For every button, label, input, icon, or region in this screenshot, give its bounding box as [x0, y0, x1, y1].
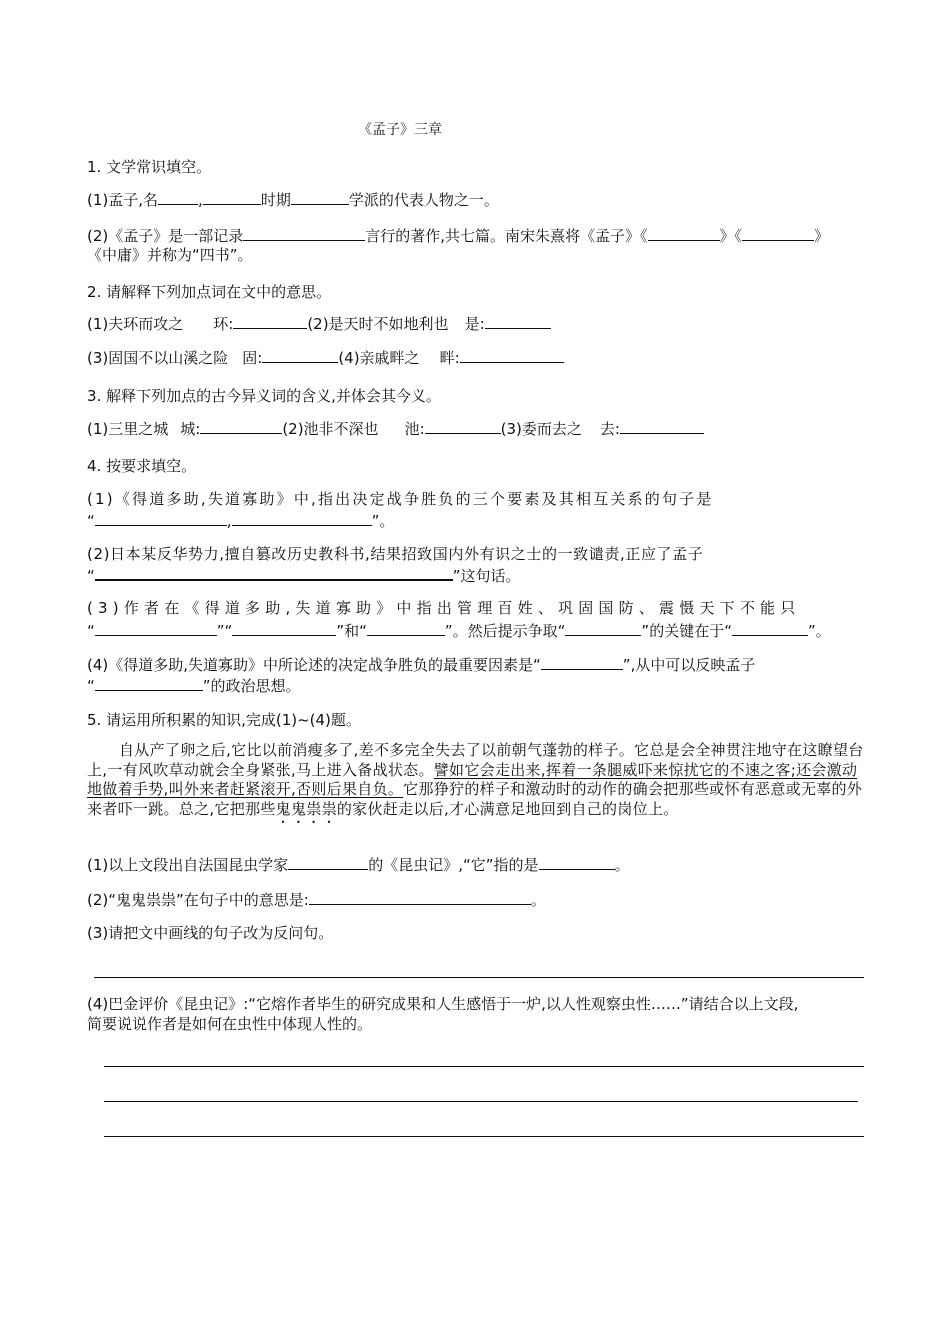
passage-part-3: 它那狰狞的样子和激动时的动作的确会把那些或怀有恶意或无辜的外来者吓一跳。总之,它把那些 [87, 780, 863, 818]
q5-item-1-text: (1)以上文段出自法国昆虫学家 [87, 856, 289, 874]
answer-blank[interactable] [288, 854, 368, 870]
comma: , [226, 512, 232, 530]
quote-open: “ [87, 677, 95, 695]
passage-dotted-word: 鬼鬼祟祟 [275, 799, 337, 818]
answer-blank[interactable] [158, 189, 198, 205]
q2-row-2 [87, 347, 564, 368]
q5-item-1-end: 。 [614, 856, 630, 874]
answer-blank[interactable] [541, 654, 623, 670]
q3-item-2-word: 池: [404, 420, 425, 438]
q1-item-2-mid: 言行的著作,共七篇。南宋朱熹将《孟子》《 [365, 227, 648, 245]
q4-item-3-line2 [87, 620, 831, 641]
q1-item-2 [87, 225, 829, 246]
q1-heading: 1. 文学常识填空。 [87, 158, 212, 176]
answer-blank[interactable] [742, 225, 814, 241]
answer-blank[interactable] [732, 620, 808, 636]
answer-blank[interactable] [309, 889, 531, 905]
q2-row-1 [87, 313, 551, 334]
answer-blank[interactable] [95, 564, 453, 581]
answer-blank[interactable] [425, 418, 501, 434]
q2-item-1-word: 环: [213, 315, 234, 333]
quote-sep: ”“ [216, 622, 233, 640]
answer-line[interactable] [104, 1136, 864, 1137]
q1-item-2-mid2: 》《 [719, 227, 743, 245]
q4-item-2-line2 [87, 564, 521, 586]
answer-blank[interactable] [95, 620, 217, 636]
q3-item-1-word: 城: [180, 420, 201, 438]
q4-item-4-line1 [87, 654, 755, 675]
answer-blank[interactable] [232, 620, 336, 636]
q4-item-3-mid: ”。然后提示争取“ [444, 622, 566, 640]
q3-item-3-word: 去: [599, 420, 620, 438]
q2-item-3: (3)固国不以山溪之险 [87, 349, 229, 367]
quote-open: “ [87, 512, 95, 530]
quote-open: “ [87, 567, 95, 585]
q4-item-1-line1: (1)《得道多助,失道寡助》中,指出决定战争胜负的三个要素及其相互关系的句子是 [87, 490, 714, 508]
q1-item-1 [87, 189, 499, 210]
answer-blank[interactable] [200, 418, 282, 434]
q2-item-2-word: 是: [464, 315, 485, 333]
q2-item-4-word: 畔: [439, 349, 460, 367]
q1-item-1-comma: , [198, 191, 203, 209]
q5-item-2 [87, 889, 546, 910]
q5-item-1-mid: 的《昆虫记》,“它”指的是 [368, 856, 539, 874]
passage-part-5: 的家伙赶走以后,才心满意足地回到自己的岗位上。 [336, 799, 679, 818]
q3-heading: 3. 解释下列加点的古今异义词的含义,并体会其今义。 [87, 387, 441, 405]
answer-blank[interactable] [95, 675, 203, 691]
answer-blank[interactable] [243, 225, 365, 241]
answer-line[interactable] [104, 1101, 858, 1102]
quote-close: ”。 [807, 622, 831, 640]
q2-item-4: (4)亲戚畔之 [338, 349, 420, 367]
q3-row [87, 418, 704, 439]
passage-part-1: 自从产了卵之后,它比以前消瘦多了,差不多完全失去了以前朝气蓬勃的样子。它总是会全神贯注地守在这瞭望台上,一有风吹草动就会全身紧张,马上进入备战状态。 [87, 741, 864, 779]
q5-item-4-line1: (4)巴金评价《昆虫记》:“它熔作者毕生的研究成果和人生感悟于一炉,以人性观察虫性……”请结合以上文段, [87, 995, 799, 1013]
answer-blank[interactable] [460, 347, 564, 363]
q2-heading: 2. 请解释下列加点词在文中的意思。 [87, 283, 332, 301]
answer-blank[interactable] [232, 510, 372, 526]
answer-blank[interactable] [95, 510, 227, 526]
q4-item-2-tail: ”这句话。 [452, 567, 521, 585]
q1-item-2-end: 》 [814, 227, 830, 245]
q4-item-4-tail: ”的政治思想。 [202, 677, 301, 695]
q4-item-4-text: (4)《得道多助,失道寡助》中所论述的决定战争胜负的最重要因素是“ [87, 656, 541, 674]
answer-blank[interactable] [539, 854, 615, 870]
quote-open: “ [87, 622, 95, 640]
q4-item-4-mid: ”,从中可以反映孟子 [622, 656, 756, 674]
q5-item-1 [87, 854, 630, 875]
q1-item-2-line2: 《中庸》并称为“四书”。 [87, 246, 253, 264]
q4-item-2-line1: (2)日本某反华势力,擅自篡改历史教科书,结果招致国内外有识之士的一致谴责,正应了孟子 [87, 545, 704, 563]
q4-item-3-key: ”的关键在于“ [641, 622, 732, 640]
page-title: 《孟子》三章 [358, 122, 442, 138]
q3-item-1: (1)三里之城 [87, 420, 169, 438]
q2-item-3-word: 固: [242, 349, 263, 367]
passage-underlined-sentence: 譬如它会走出来,挥着一条腿威吓来惊扰它的不速之客;还会激动地做着手势,叫外来者赶紧滚开,否则后果自负。 [87, 760, 858, 798]
answer-blank[interactable] [291, 189, 349, 205]
answer-blank[interactable] [262, 347, 338, 363]
answer-blank[interactable] [233, 313, 307, 329]
q4-item-4-line2 [87, 675, 301, 696]
answer-blank[interactable] [485, 313, 551, 329]
q5-item-4-line2: 简要说说作者是如何在虫性中体现人性的。 [87, 1015, 373, 1033]
q5-item-2-end: 。 [530, 891, 546, 909]
answer-blank[interactable] [203, 189, 261, 205]
q4-item-3-line1: (3)作者在《得道多助,失道寡助》中指出管理百姓、巩固国防、震慑天下不能只 [87, 599, 801, 617]
q3-item-3: (3)委而去之 [500, 420, 582, 438]
answer-blank[interactable] [648, 225, 720, 241]
q2-item-1: (1)夫环而攻之 [87, 315, 184, 333]
q3-item-2: (2)池非不深也 [282, 420, 379, 438]
q1-item-1-period: 时期 [260, 191, 291, 209]
answer-line[interactable] [94, 977, 864, 978]
q1-item-2-text: (2)《孟子》是一部记录 [87, 227, 244, 245]
q5-heading: 5. 请运用所积累的知识,完成(1)~(4)题。 [87, 711, 361, 729]
q1-item-1-text: (1)孟子,名 [87, 191, 159, 209]
q4-item-1-line2 [87, 510, 394, 531]
answer-blank[interactable] [367, 620, 445, 636]
q5-item-2-text: (2)“鬼鬼祟祟”在句子中的意思是: [87, 891, 309, 909]
q5-item-3: (3)请把文中画线的句子改为反问句。 [87, 924, 334, 942]
quote-close: ”。 [371, 512, 395, 530]
answer-line[interactable] [104, 1066, 864, 1067]
quote-and: ”和“ [336, 622, 367, 640]
reading-passage [87, 741, 865, 827]
q4-heading: 4. 按要求填空。 [87, 457, 197, 475]
answer-blank[interactable] [565, 620, 641, 636]
q1-item-1-tail: 学派的代表人物之一。 [348, 191, 499, 209]
answer-blank[interactable] [620, 418, 704, 434]
q2-item-2: (2)是天时不如地利也 [307, 315, 449, 333]
